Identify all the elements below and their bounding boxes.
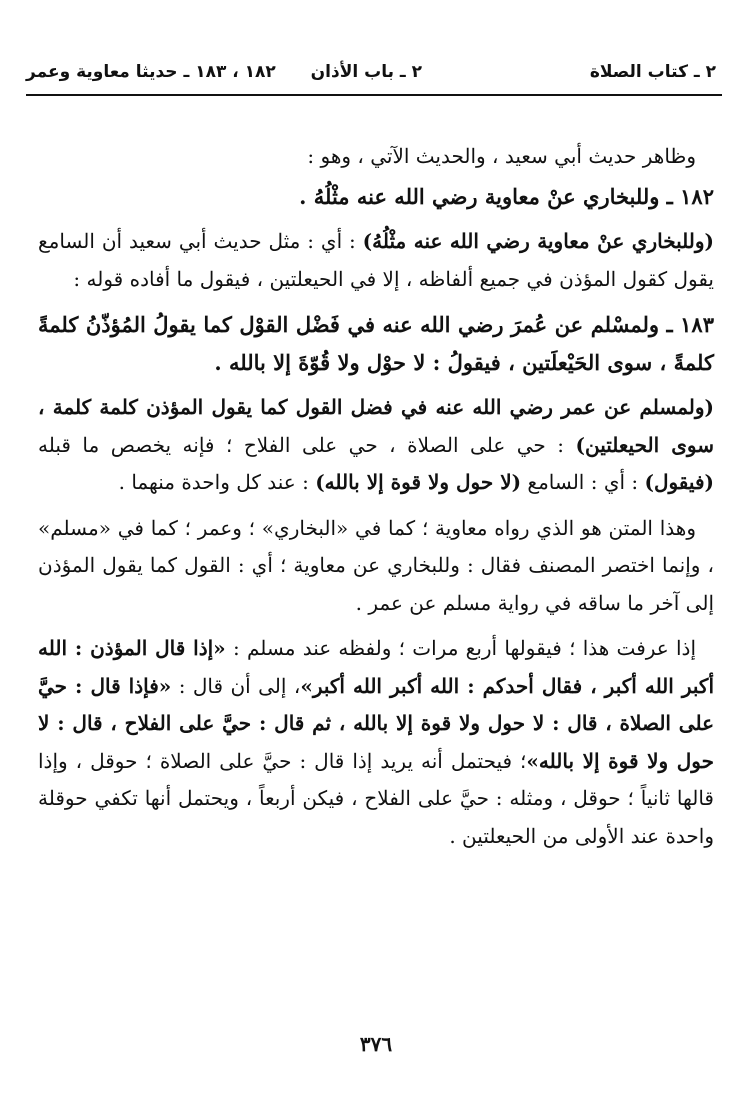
paragraph-source-note: وهذا المتن هو الذي رواه معاوية ؛ كما في «البخاري» ؛ وعمر ؛ كما في «مسلم» ، وإنما اختصر المصنف فقال : وللبخاري عن معاوية ؛ أي : القول كما يقول المؤذن إلى آخر ما ساقه في رواية مسلم عن عمر . xyxy=(38,515,714,615)
quoted-matn: (وللبخاري عنْ معاوية رضي الله عنه مثْلُهُ) xyxy=(362,229,714,253)
commentary-text: : أي : مثل حديث أبي سعيد أن السامع يقول كقول المؤذن في جميع ألفاظه ، إلا في الحيعلتين ، فيقول ما أفاده قوله : xyxy=(38,229,714,291)
running-header xyxy=(26,58,722,96)
commentary-text: : حي على الصلاة ، حي على الفلاح ؛ فإنه يخصص ما قبله xyxy=(38,432,565,457)
paragraph-commentary-183 xyxy=(38,389,714,502)
hadith-183-text: ١٨٣ ـ ولمسْلم عن عُمرَ رضي الله عنه في فَضْل القوْل كما يقولُ المُؤذّنُ كلمةً كلمةً ، سوى الحَيْعلَتين ، فيقولُ : لا حوْل ولا قُوّةَ إلا بالله . xyxy=(38,312,714,375)
quoted-hadith: «فإذا قال : حيَّ على الصلاة ، قال : لا حول ولا قوة إلا بالله ، ثم قال : حيَّ على الفلاح ، قال : لا حول ولا قوة إلا بالله» xyxy=(38,673,715,773)
page-body xyxy=(38,138,714,857)
commentary-text: : عند كل واحدة منهما . xyxy=(118,470,309,494)
paragraph-muslim-wording xyxy=(38,630,714,855)
commentary-text: إذا عرفت هذا ؛ فيقولها أربع مرات ؛ ولفظه عند مسلم : xyxy=(232,636,697,660)
quoted-matn: (فيقول) xyxy=(644,470,714,494)
quoted-matn: (ولمسلم عن عمر رضي الله عنه في فضل القول كما يقول المؤذن كلمة كلمة ، سوى الحيعلتين) xyxy=(38,395,714,457)
quoted-hadith: «إذا قال المؤذن : الله أكبر الله أكبر ، فقال أحدكم : الله أكبر الله أكبر» xyxy=(38,636,715,698)
header-chapter-title: ٢ ـ باب الأذان xyxy=(310,62,422,82)
header-hadith-range: ١٨٢ ، ١٨٣ ـ حديثا معاوية وعمر xyxy=(26,62,276,82)
commentary-text: ، إلى أن قال : xyxy=(178,673,301,698)
hadith-182-text: ١٨٢ ـ وللبخاري عنْ معاوية رضي الله عنه مثْلُهُ . xyxy=(299,183,714,209)
commentary-text: ؛ فيحتمل أنه يريد إذا قال : حيَّ على الصلاة ؛ حوقل ، وإذا قالها ثانياً ؛ حوقل ، ومثله : حيَّ على الفلاح ، فيكن أربعاً ، ويحتمل أنها تكفي حوقلة واحدة عند الأولى من الحيعلتين . xyxy=(38,748,714,848)
header-book-title: ٢ ـ كتاب الصلاة xyxy=(589,62,716,82)
page-number: ٣٧٦ xyxy=(359,1032,393,1056)
paragraph-commentary-182 xyxy=(38,223,714,298)
paragraph-intro: وظاهر حديث أبي سعيد ، والحديث الآتي ، وهو : xyxy=(307,144,696,168)
quoted-matn: (لا حول ولا قوة إلا بالله) xyxy=(315,470,522,494)
commentary-text: : أي : السامع xyxy=(527,470,639,494)
